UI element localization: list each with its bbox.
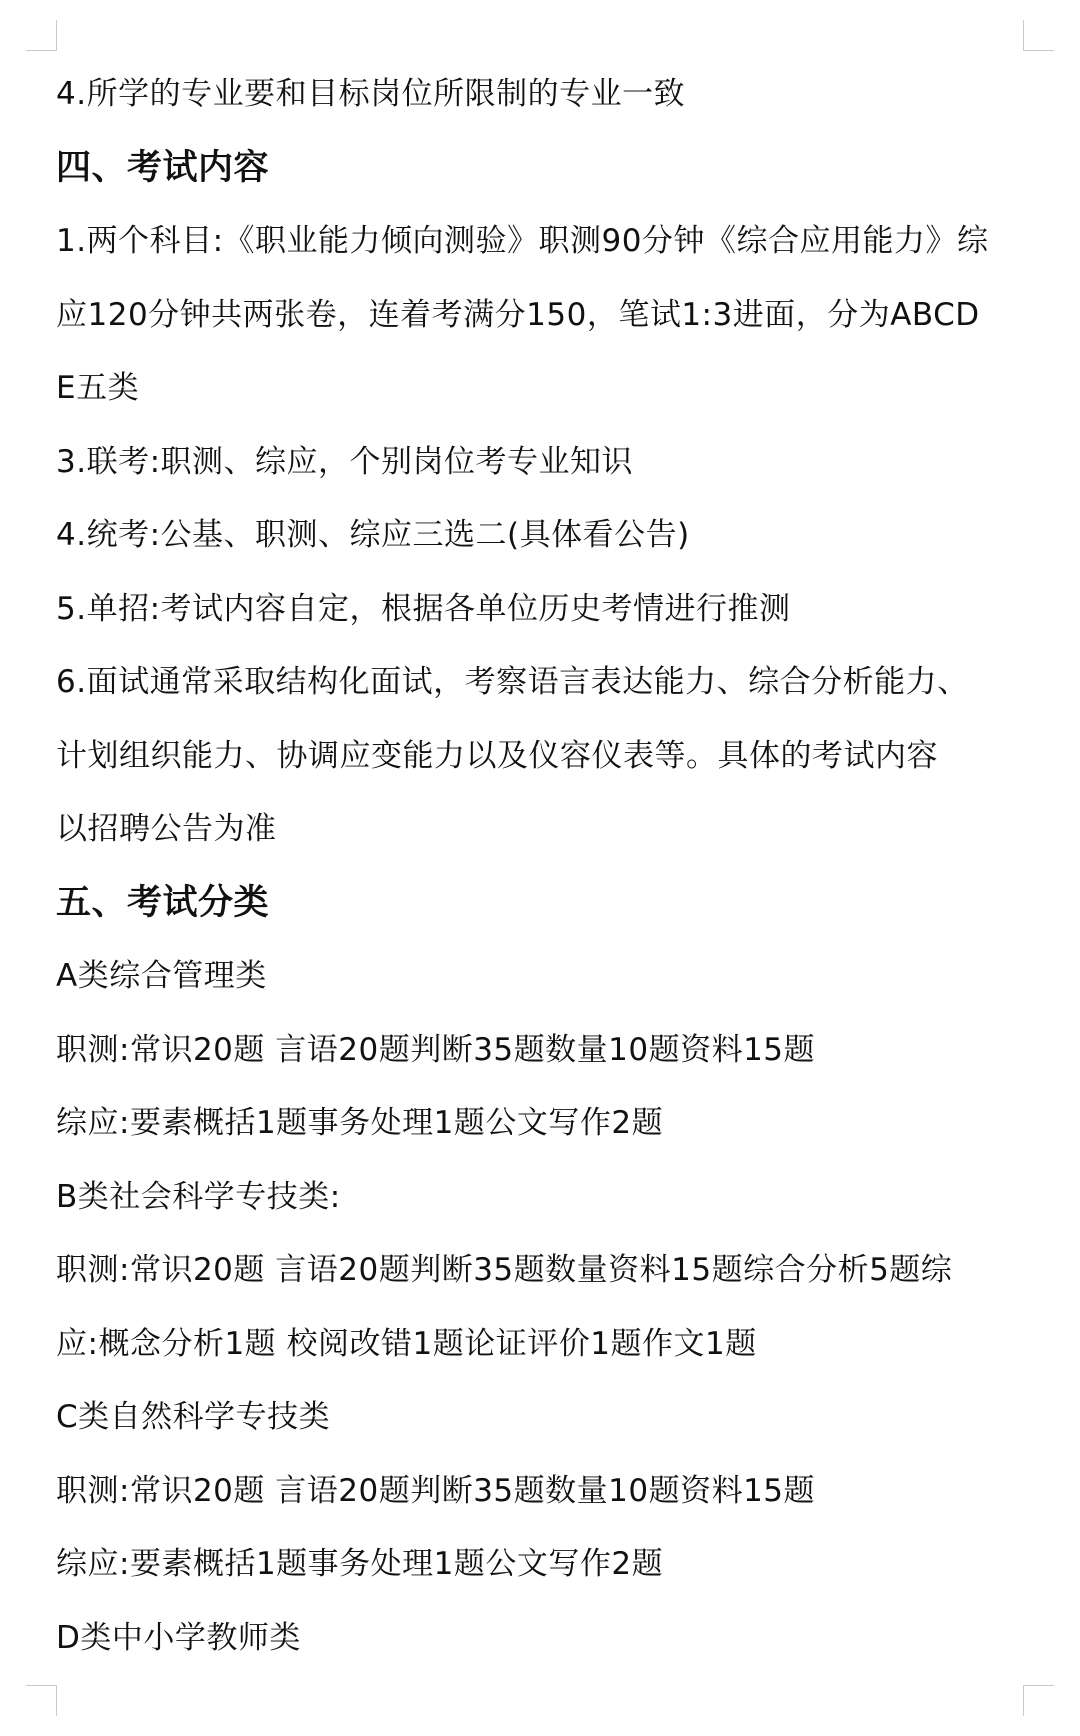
text-line: D类中小学教师类: [56, 1619, 301, 1656]
text-line: 4.所学的专业要和目标岗位所限制的专业一致: [56, 76, 686, 112]
section-heading: 五、考试分类: [56, 882, 270, 923]
text-line: 职测:常识20题 言语20题判断35题数量10题资料15题: [56, 1031, 816, 1068]
text-line: 1.两个科目:《职业能力倾向测验》职测90分钟《综合应用能力》综: [56, 223, 989, 259]
text-line: 6.面试通常采取结构化面试，考察语言表达能力、综合分析能力、: [56, 664, 969, 700]
text-line: C类自然科学专技类: [56, 1399, 331, 1435]
crop-mark-bottom-right: [1023, 1685, 1054, 1716]
text-line: 职测:常识20题 言语20题判断35题数量10题资料15题: [56, 1472, 816, 1509]
document-body: [56, 58, 1036, 1675]
crop-mark-top-left: [26, 20, 57, 51]
text-line: 5.单招:考试内容自定，根据各单位历史考情进行推测: [56, 590, 791, 627]
text-line: A类综合管理类: [56, 958, 267, 994]
text-line: 综应:要素概括1题事务处理1题公文写作2题: [56, 1105, 664, 1141]
text-line: 应120分钟共两张卷，连着考满分150，笔试1:3进面，分为ABCD: [56, 296, 980, 333]
text-line: 4.统考:公基、职测、综应三选二(具体看公告): [56, 517, 690, 553]
text-line: 计划组织能力、协调应变能力以及仪容仪表等。具体的考试内容: [56, 737, 938, 774]
text-line: 以招聘公告为准: [56, 811, 277, 847]
text-line: 职测:常识20题 言语20题判断35题数量资料15题综合分析5题综: [56, 1252, 953, 1288]
text-line: 3.联考:职测、综应，个别岗位考专业知识: [56, 443, 634, 480]
crop-mark-bottom-left: [26, 1685, 57, 1716]
text-line: 综应:要素概括1题事务处理1题公文写作2题: [56, 1546, 664, 1582]
text-line: 应:概念分析1题 校阅改错1题论证评价1题作文1题: [56, 1325, 757, 1362]
crop-mark-top-right: [1023, 20, 1054, 51]
text-line: E五类: [56, 370, 140, 406]
text-line: B类社会科学专技类:: [56, 1178, 341, 1215]
section-heading: 四、考试内容: [56, 147, 270, 188]
